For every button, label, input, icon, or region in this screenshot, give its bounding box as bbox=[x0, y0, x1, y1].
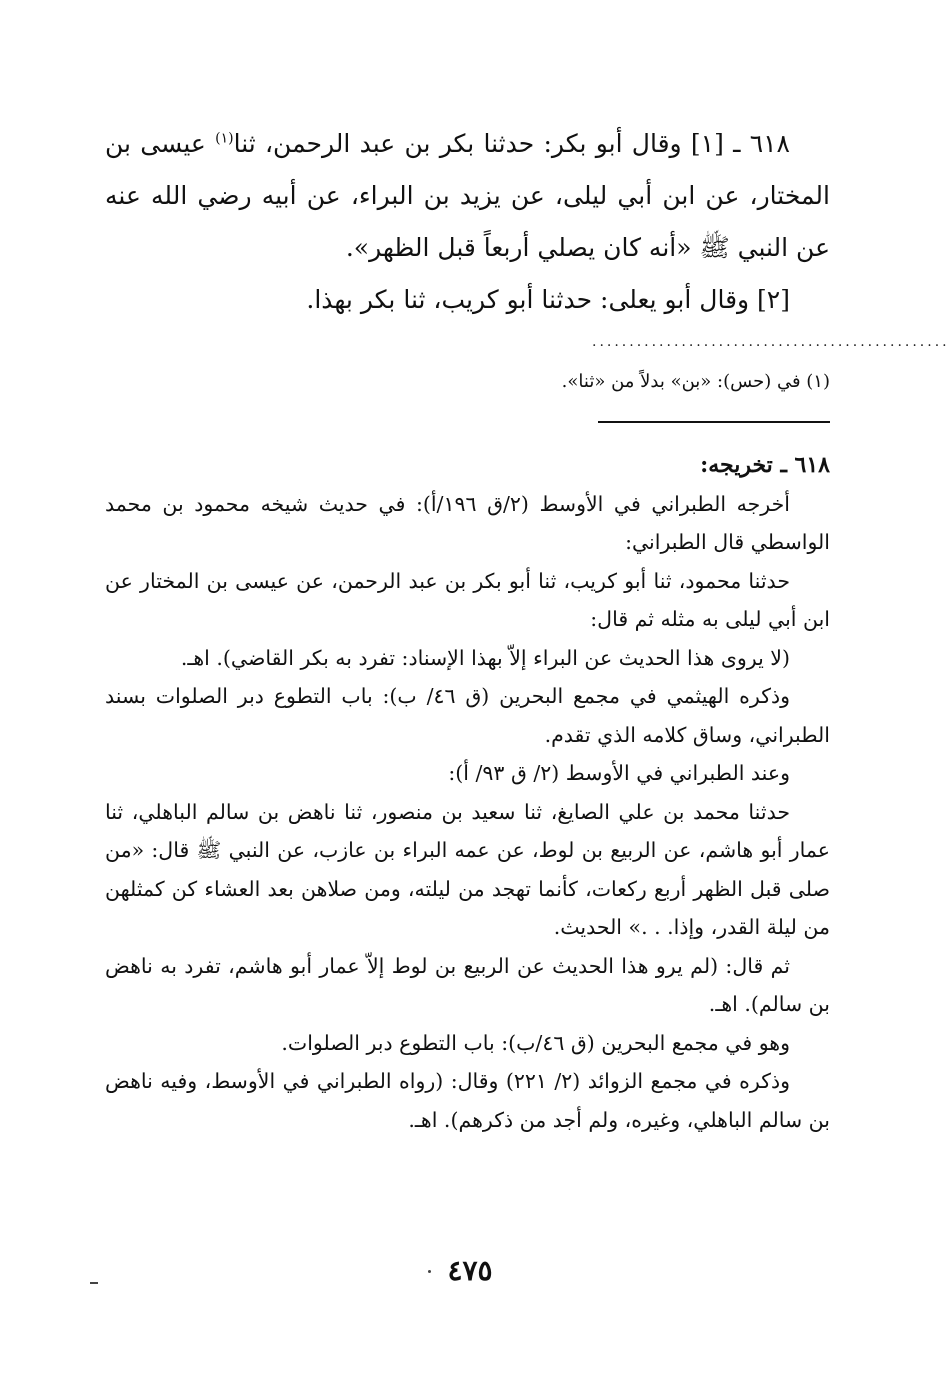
footnote-reference: (١) bbox=[215, 130, 234, 147]
page-number: ٤٧٥ bbox=[447, 1254, 493, 1287]
footnote-text: (١) في (حس): «بن» بدلاً من «ثنا». bbox=[561, 371, 830, 392]
takhrij-paragraph: ثم قال: (لم يرو هذا الحديث عن الربيع بن لوط إلاّ عمار أبو هاشم، تفرد به ناهض بن سالم). اهـ. bbox=[105, 953, 830, 1016]
takhrij-paragraph: وعند الطبراني في الأوسط (٢/ ق ٩٣/ أ): bbox=[448, 761, 790, 785]
hadith-text bbox=[105, 118, 830, 326]
footnote-separator-dots: ................................................ bbox=[592, 334, 950, 350]
scan-mark bbox=[90, 1282, 98, 1284]
takhrij-heading: ٦١٨ ـ تخريجه: bbox=[700, 452, 830, 478]
takhrij-paragraph: حدثنا محمود، ثنا أبو كريب، ثنا أبو بكر بن عبد الرحمن، عن عيسى بن المختار عن ابن أبي ليلى به مثله ثم قال: bbox=[105, 568, 830, 631]
takhrij-paragraph: أخرجه الطبراني في الأوسط (٢/ق ١٩٦/أ): في حديث شيخه محمود بن محمد الواسطي قال الطبراني: bbox=[105, 491, 830, 554]
scan-mark bbox=[428, 1270, 431, 1273]
takhrij-paragraph: وذكره الهيثمي في مجمع البحرين (ق ٤٦/ ب): باب التطوع دبر الصلوات بسند الطبراني، وساق كلامه الذي تقدم. bbox=[105, 684, 830, 747]
section-divider bbox=[598, 421, 830, 423]
hadith-paragraph-1-continued: عيسى بن المختار، عن ابن أبي ليلى، عن يزيد بن البراء، عن أبيه رضي الله عنه عن النبي ﷺ «أنه كان يصلي أربعاً قبل الظهر». bbox=[105, 129, 830, 262]
takhrij-paragraph: وذكره في مجمع الزوائد (٢/ ٢٢١) وقال: (رواه الطبراني في الأوسط، وفيه ناهض بن سالم الباهلي، وغيره، ولم أجد من ذكرهم). اهـ. bbox=[105, 1069, 830, 1132]
takhrij-section bbox=[105, 446, 830, 1139]
hadith-line-1: ٦١٨ ـ [١] وقال أبو بكر: حدثنا بكر بن عبد الرحمن، ثنا bbox=[233, 129, 790, 158]
takhrij-paragraph: (لا يروى هذا الحديث عن البراء إلاّ بهذا الإسناد: تفرد به بكر القاضي). اهـ. bbox=[180, 645, 790, 670]
takhrij-paragraph: حدثنا محمد بن علي الصايغ، ثنا سعيد بن منصور، ثنا ناهض بن سالم الباهلي، ثنا عمار أبو هاشم، عن الربيع بن لوط، عن عمه البراء بن عازب، عن النبي ﷺ قال: «من صلى قبل الظهر أربع ركعات، كأنما تهجد من ليلته، ومن صلاهن بعد العشاء كن كمثلهن من ليلة القدر، وإذا. . .» الحديث. bbox=[105, 799, 830, 939]
hadith-paragraph-2: [٢] وقال أبو يعلى: حدثنا أبو كريب، ثنا بكر بهذا. bbox=[306, 285, 790, 314]
hadith-paragraph-1 bbox=[105, 118, 830, 274]
takhrij-paragraph: وهو في مجمع البحرين (ق ٤٦/ب): باب التطوع دبر الصلوات. bbox=[281, 1030, 790, 1055]
